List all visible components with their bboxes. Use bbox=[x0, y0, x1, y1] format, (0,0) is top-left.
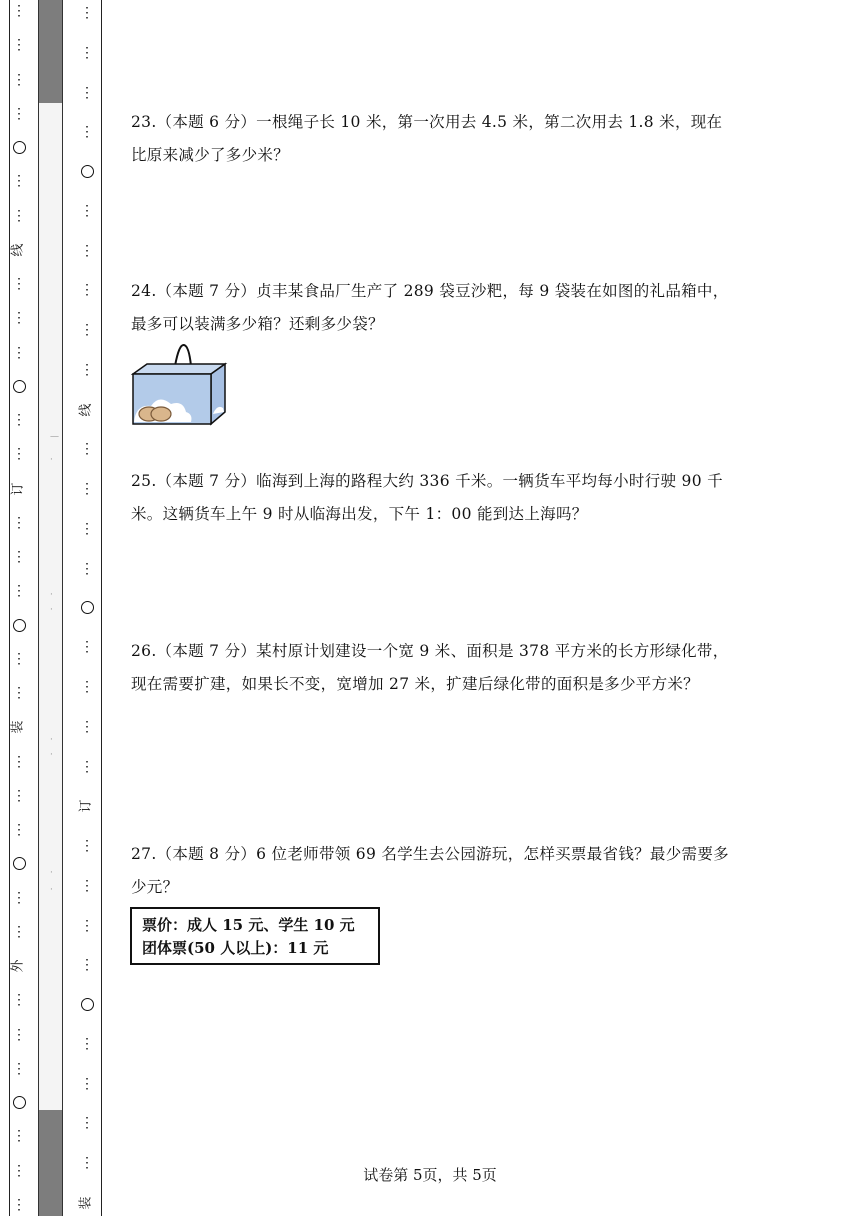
question-23: 23.（本题 6 分）一根绳子长 10 米，第一次用去 4.5 米，第二次用去 1.8 米，现在比原来减少了多少米？ bbox=[131, 113, 723, 164]
punch-hole-icon bbox=[13, 1096, 26, 1109]
outer-dotted-line: ⋮ ⋮ ⋮ ⋮ ⋮ ⋮ 线 ⋮ ⋮ ⋮ ⋮ ⋮ 订 ⋮ ⋮ ⋮ ⋮ ⋮ 装 ⋮ ⋮ ⋮ ⋮ ⋮ 外 ⋮ ⋮ ⋮ ⋮ ⋮ ⋮ bbox=[10, 3, 26, 1213]
price-line-1: 票价：成人 15 元、学生 10 元 bbox=[142, 916, 355, 934]
outer-label-wai: 外 bbox=[10, 959, 26, 973]
gift-box-image bbox=[131, 342, 231, 428]
binding-margin bbox=[0, 0, 38, 1216]
ticket-price-box bbox=[130, 907, 380, 965]
outer-label-xian: 线 bbox=[10, 243, 26, 257]
margin-border-line bbox=[101, 0, 102, 1216]
price-line-2: 团体票(50 人以上)：11 元 bbox=[142, 939, 329, 957]
margin-border-line bbox=[9, 0, 10, 1216]
question-27: 27.（本题 8 分）6 位老师带领 69 名学生去公园游玩，怎样买票最省钱？最少需要多少元？ bbox=[131, 845, 729, 896]
question-24: 24.（本题 7 分）贞丰某食品厂生产了 289 袋豆沙粑，每 9 袋装在如图的礼品箱中，最多可以装满多少箱？还剩多少袋？ bbox=[131, 282, 729, 333]
question-26: 26.（本题 7 分）某村原计划建设一个宽 9 米、面积是 378 平方米的长方形绿化带，现在需要扩建，如果长不变，宽增加 27 米，扩建后绿化带的面积是多少平方米？ bbox=[131, 642, 729, 693]
punch-hole-icon bbox=[81, 601, 94, 614]
punch-hole-icon bbox=[13, 857, 26, 870]
strip-dark-bottom bbox=[39, 1110, 62, 1216]
strip-dark-top bbox=[39, 0, 62, 103]
page-footer: 试卷第 5页，共 5页 bbox=[363, 1166, 497, 1184]
punch-hole-icon bbox=[13, 141, 26, 154]
punch-hole-icon bbox=[13, 380, 26, 393]
inner-label-ding: 订 bbox=[78, 799, 94, 813]
outer-label-ding: 订 bbox=[10, 481, 26, 496]
question-25: 25.（本题 7 分）临海到上海的路程大约 336 千米。一辆货车平均每小时行驶 90 千米。这辆货车上午 9 时从临海出发，下午 1：00 能到达上海吗？ bbox=[131, 472, 723, 523]
binding-strip: — · · · · · · · bbox=[38, 0, 63, 1216]
punch-hole-icon bbox=[81, 165, 94, 178]
inner-dotted-line: ⋮ ⋮ ⋮ ⋮ ⋮ ⋮ ⋮ ⋮ ⋮ 线 ⋮ ⋮ ⋮ ⋮ ⋮ ⋮ ⋮ ⋮ 订 ⋮ ⋮ ⋮ ⋮ ⋮ ⋮ ⋮ ⋮ 装 bbox=[78, 5, 94, 1210]
outer-label-zhuang: 装 bbox=[10, 720, 26, 734]
punch-hole-icon bbox=[81, 998, 94, 1011]
inner-label-zhuang: 装 bbox=[78, 1196, 94, 1210]
inner-label-xian: 线 bbox=[78, 403, 94, 417]
punch-hole-icon bbox=[13, 619, 26, 632]
